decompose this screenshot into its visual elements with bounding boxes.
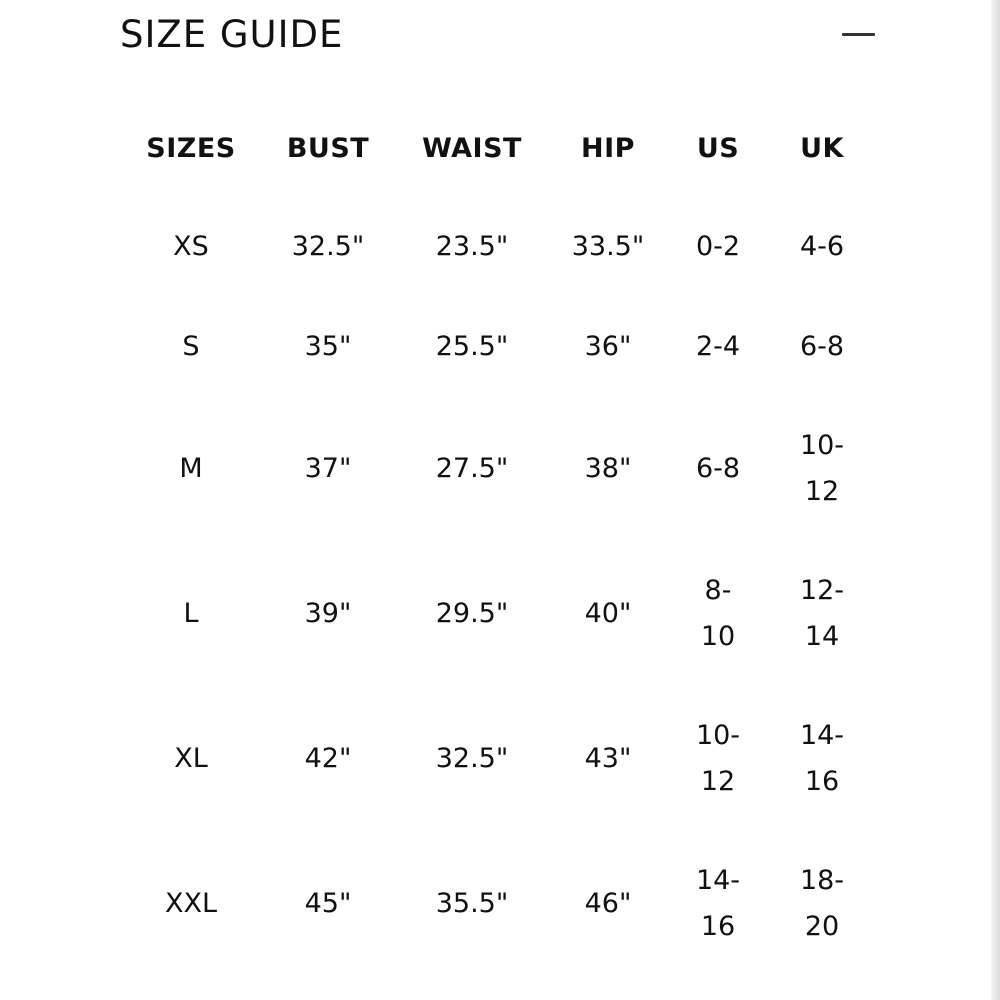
- cell-us: [701, 568, 735, 660]
- cell-hip: 46": [584, 888, 632, 919]
- cell-us-line: 6-8: [695, 453, 741, 484]
- cell-us: [696, 713, 740, 805]
- cell-bust: 42": [304, 743, 352, 774]
- page-title: SIZE GUIDE: [120, 13, 344, 56]
- minus-icon: [842, 33, 875, 36]
- cell-waist: 35.5": [435, 888, 509, 919]
- cell-us-line: 0-2: [695, 231, 741, 262]
- cell-size: XS: [173, 231, 209, 262]
- cell-size: M: [179, 453, 203, 484]
- column-header-bust: BUST: [286, 133, 370, 164]
- cell-size: XL: [174, 743, 208, 774]
- cell-uk: [800, 568, 844, 660]
- cell-us: [696, 446, 740, 492]
- cell-uk: [800, 713, 844, 805]
- scrollbar-edge: [991, 0, 1000, 1000]
- cell-size: S: [182, 331, 200, 362]
- column-header-waist: WAIST: [422, 133, 522, 164]
- cell-uk-line: 18-: [799, 865, 845, 896]
- cell-uk-line: 6-8: [799, 331, 845, 362]
- cell-bust: 32.5": [291, 231, 365, 262]
- cell-size: L: [183, 598, 199, 629]
- cell-us: [696, 224, 740, 270]
- cell-hip: 38": [584, 453, 632, 484]
- cell-us-line: 16: [700, 911, 736, 942]
- cell-waist: 29.5": [435, 598, 509, 629]
- cell-uk-line: 16: [804, 766, 840, 797]
- cell-bust: 39": [304, 598, 352, 629]
- cell-us: [696, 858, 740, 950]
- column-header-uk: UK: [800, 133, 844, 164]
- cell-uk-line: 14-: [799, 720, 845, 751]
- cell-waist: 23.5": [435, 231, 509, 262]
- cell-uk-line: 20: [804, 911, 840, 942]
- column-header-hip: HIP: [581, 133, 635, 164]
- cell-us-line: 14-: [695, 865, 741, 896]
- cell-us-line: 2-4: [695, 331, 741, 362]
- cell-us-line: 10: [700, 621, 736, 652]
- cell-bust: 35": [304, 331, 352, 362]
- cell-hip: 33.5": [571, 231, 645, 262]
- cell-uk-line: 14: [804, 621, 840, 652]
- cell-uk-line: 10-: [799, 430, 845, 461]
- cell-hip: 43": [584, 743, 632, 774]
- cell-size: XXL: [164, 888, 218, 919]
- cell-bust: 37": [304, 453, 352, 484]
- collapse-button[interactable]: [838, 18, 880, 52]
- cell-hip: 36": [584, 331, 632, 362]
- cell-uk: [800, 324, 844, 370]
- cell-uk-line: 12: [804, 476, 840, 507]
- cell-waist: 27.5": [435, 453, 509, 484]
- cell-waist: 25.5": [435, 331, 509, 362]
- cell-bust: 45": [304, 888, 352, 919]
- cell-us: [696, 324, 740, 370]
- column-header-us: US: [696, 133, 740, 164]
- cell-us-line: 8-: [704, 575, 732, 606]
- cell-uk: [800, 423, 844, 515]
- cell-us-line: 12: [700, 766, 736, 797]
- cell-us-line: 10-: [695, 720, 741, 751]
- column-header-sizes: SIZES: [146, 133, 236, 164]
- cell-uk: [800, 224, 844, 270]
- cell-uk-line: 4-6: [799, 231, 845, 262]
- cell-waist: 32.5": [435, 743, 509, 774]
- cell-uk-line: 12-: [799, 575, 845, 606]
- cell-uk: [800, 858, 844, 950]
- cell-hip: 40": [584, 598, 632, 629]
